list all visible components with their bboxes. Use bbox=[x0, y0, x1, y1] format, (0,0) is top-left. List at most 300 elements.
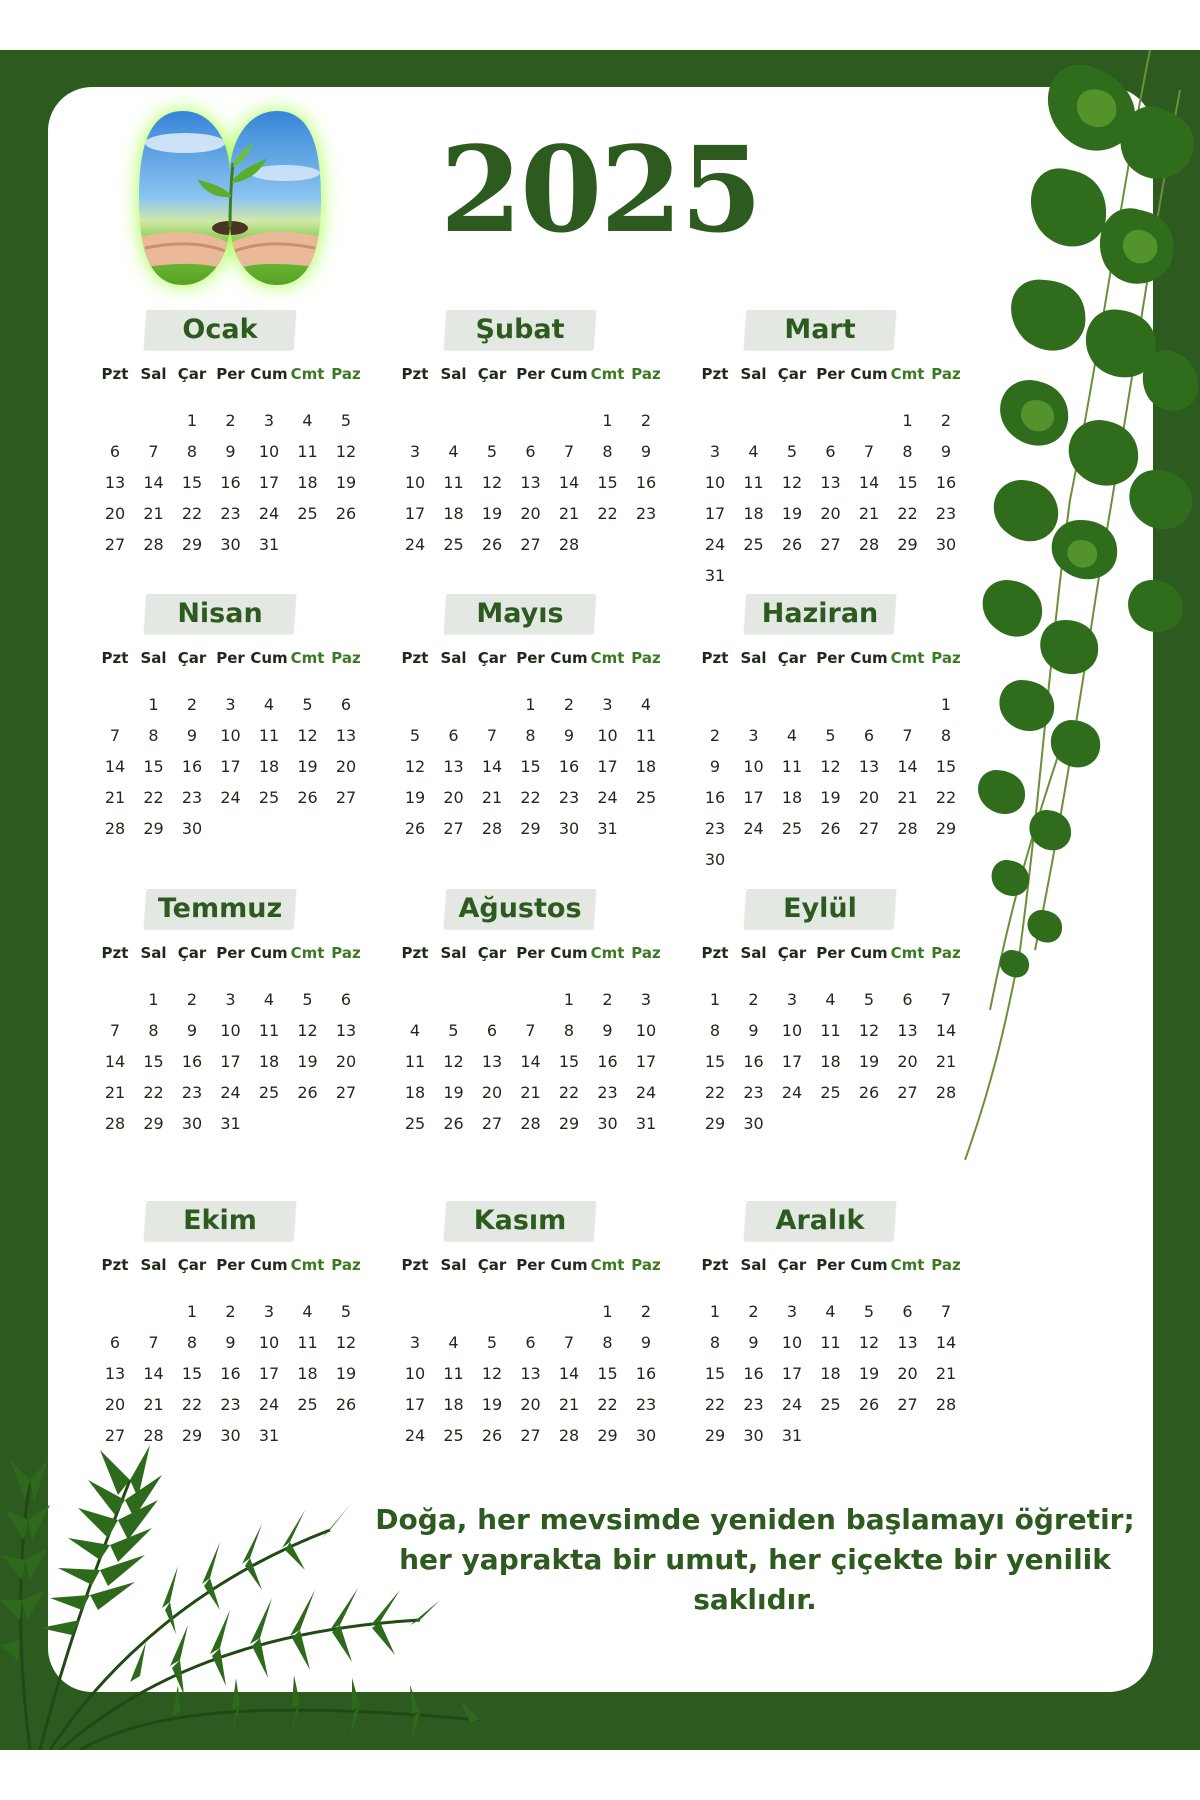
weekday-label: Cum bbox=[250, 365, 288, 383]
weekday-label: Cum bbox=[250, 1256, 288, 1274]
day-cell: 8 bbox=[525, 726, 536, 745]
day-cell: 12 bbox=[297, 1021, 318, 1040]
day-cell: 21 bbox=[481, 788, 503, 807]
month-name: Haziran bbox=[761, 598, 879, 629]
day-cell: 5 bbox=[340, 1302, 352, 1321]
day-cell: 22 bbox=[143, 1083, 164, 1102]
day-cell: 18 bbox=[781, 788, 803, 807]
day-cell: 28 bbox=[558, 535, 580, 554]
month-name: Ocak bbox=[182, 314, 258, 345]
weekday-label: Sal bbox=[740, 365, 767, 383]
day-cell: 30 bbox=[743, 1426, 764, 1445]
day-cell: 6 bbox=[448, 726, 459, 745]
day-cell: 25 bbox=[781, 819, 803, 838]
day-cell: 17 bbox=[781, 1364, 803, 1383]
weekday-label: Per bbox=[516, 649, 545, 667]
weekday-label: Sal bbox=[740, 944, 767, 962]
day-cell: 23 bbox=[635, 1395, 657, 1414]
day-cell: 27 bbox=[820, 535, 841, 554]
day-cell: 27 bbox=[520, 1426, 541, 1445]
day-cell: 28 bbox=[520, 1114, 541, 1133]
day-cell: 26 bbox=[858, 1083, 880, 1102]
day-cell: 31 bbox=[258, 535, 280, 554]
day-cell: 29 bbox=[597, 1426, 618, 1445]
day-cell: 1 bbox=[602, 1302, 613, 1321]
day-cell: 16 bbox=[220, 473, 241, 492]
day-cell: 25 bbox=[297, 504, 318, 523]
day-cell: 7 bbox=[940, 990, 952, 1009]
day-cell: 4 bbox=[786, 726, 798, 745]
weekday-label: Per bbox=[516, 365, 545, 383]
weekday-label: Paz bbox=[931, 1256, 961, 1274]
day-cell: 26 bbox=[481, 535, 503, 554]
day-cell: 23 bbox=[220, 504, 241, 523]
day-cell: 22 bbox=[704, 1395, 726, 1414]
day-cell: 15 bbox=[704, 1364, 726, 1383]
day-cell: 21 bbox=[935, 1052, 957, 1071]
day-cell: 6 bbox=[486, 1021, 498, 1040]
day-cell: 26 bbox=[781, 535, 803, 554]
day-cell: 16 bbox=[743, 1364, 764, 1383]
day-cell: 9 bbox=[748, 1333, 759, 1352]
day-cell: 7 bbox=[148, 442, 159, 461]
day-cell: 15 bbox=[897, 473, 918, 492]
day-cell: 30 bbox=[635, 1426, 657, 1445]
day-cell: 15 bbox=[597, 1364, 618, 1383]
weekday-label: Cum bbox=[850, 365, 888, 383]
weekday-label: Cum bbox=[550, 1256, 588, 1274]
day-cell: 11 bbox=[297, 1333, 318, 1352]
day-cell: 15 bbox=[935, 757, 957, 776]
weekday-label: Sal bbox=[440, 649, 467, 667]
day-cell: 28 bbox=[935, 1083, 957, 1102]
weekday-label: Cmt bbox=[290, 1256, 325, 1274]
weekday-label: Sal bbox=[140, 944, 167, 962]
day-cell: 20 bbox=[443, 788, 464, 807]
day-cell: 22 bbox=[704, 1083, 726, 1102]
day-cell: 7 bbox=[940, 1302, 952, 1321]
day-cell: 11 bbox=[743, 473, 764, 492]
day-cell: 2 bbox=[225, 411, 236, 430]
month-name: Ekim bbox=[183, 1205, 257, 1236]
day-cell: 31 bbox=[597, 819, 618, 838]
weekday-label: Cmt bbox=[290, 365, 325, 383]
day-cell: 24 bbox=[258, 1395, 280, 1414]
day-cell: 3 bbox=[748, 726, 759, 745]
weekday-label: Cmt bbox=[590, 649, 625, 667]
weekday-header bbox=[695, 943, 975, 963]
day-cell: 10 bbox=[781, 1021, 803, 1040]
day-cell: 2 bbox=[709, 726, 721, 745]
day-cell: 2 bbox=[640, 1302, 652, 1321]
day-cell: 10 bbox=[597, 726, 618, 745]
day-cell: 13 bbox=[104, 1364, 126, 1383]
day-cell: 27 bbox=[443, 819, 464, 838]
day-cell: 31 bbox=[704, 566, 726, 585]
day-cell: 18 bbox=[297, 1364, 318, 1383]
day-cell: 5 bbox=[486, 1333, 498, 1352]
day-cell: 25 bbox=[443, 1426, 464, 1445]
day-cell: 16 bbox=[935, 473, 957, 492]
weekday-label: Çar bbox=[477, 365, 507, 383]
day-cell: 23 bbox=[635, 504, 657, 523]
day-cell: 25 bbox=[258, 1083, 280, 1102]
month-block bbox=[95, 310, 395, 580]
day-cell: 2 bbox=[186, 695, 198, 714]
day-cell: 13 bbox=[858, 757, 880, 776]
day-cell: 14 bbox=[935, 1021, 957, 1040]
weekday-label: Cum bbox=[550, 944, 588, 962]
month-block bbox=[95, 889, 395, 1159]
day-cell: 27 bbox=[858, 819, 880, 838]
day-cell: 18 bbox=[297, 473, 318, 492]
weekday-header bbox=[395, 943, 675, 963]
day-cell: 8 bbox=[602, 442, 613, 461]
day-cell: 10 bbox=[220, 726, 241, 745]
day-cell: 4 bbox=[448, 1333, 459, 1352]
weekday-label: Pzt bbox=[101, 944, 129, 962]
day-cell: 21 bbox=[143, 1395, 164, 1414]
day-cell: 19 bbox=[335, 1364, 357, 1383]
day-cell: 14 bbox=[143, 473, 164, 492]
day-cell: 17 bbox=[258, 473, 280, 492]
weekday-label: Çar bbox=[177, 1256, 207, 1274]
day-cell: 8 bbox=[563, 1021, 575, 1040]
day-cell: 12 bbox=[443, 1052, 464, 1071]
day-cell: 3 bbox=[409, 1333, 421, 1352]
day-cell: 25 bbox=[404, 1114, 426, 1133]
weekday-label: Sal bbox=[740, 649, 767, 667]
day-cell: 16 bbox=[181, 1052, 203, 1071]
weekday-label: Sal bbox=[140, 1256, 167, 1274]
month-name: Mayıs bbox=[476, 598, 564, 629]
day-cell: 18 bbox=[258, 757, 280, 776]
day-cell: 6 bbox=[825, 442, 836, 461]
day-cell: 20 bbox=[481, 1083, 503, 1102]
day-cell: 15 bbox=[520, 757, 541, 776]
day-cell: 15 bbox=[143, 757, 164, 776]
weekday-label: Paz bbox=[931, 649, 961, 667]
day-cell: 1 bbox=[940, 695, 952, 714]
day-cell: 21 bbox=[897, 788, 918, 807]
weekday-label: Sal bbox=[440, 365, 467, 383]
day-cell: 25 bbox=[820, 1083, 841, 1102]
day-cell: 14 bbox=[935, 1333, 957, 1352]
weekday-label: Per bbox=[816, 944, 845, 962]
weekday-label: Per bbox=[816, 1256, 845, 1274]
day-cell: 4 bbox=[640, 695, 652, 714]
day-cell: 9 bbox=[186, 1021, 198, 1040]
day-cell: 10 bbox=[258, 1333, 280, 1352]
day-cell: 15 bbox=[181, 473, 203, 492]
day-cell: 8 bbox=[186, 1333, 198, 1352]
day-cell: 20 bbox=[897, 1364, 918, 1383]
day-cell: 21 bbox=[143, 504, 164, 523]
day-cell: 9 bbox=[640, 1333, 652, 1352]
day-cell: 3 bbox=[640, 990, 652, 1009]
day-cell: 4 bbox=[409, 1021, 421, 1040]
day-cell: 14 bbox=[481, 757, 503, 776]
weekday-header bbox=[95, 1255, 375, 1275]
weekday-label: Cmt bbox=[890, 1256, 925, 1274]
day-cell: 29 bbox=[181, 535, 203, 554]
day-cell: 23 bbox=[743, 1395, 764, 1414]
day-cell: 26 bbox=[335, 1395, 357, 1414]
day-cell: 26 bbox=[443, 1114, 464, 1133]
day-cell: 30 bbox=[220, 1426, 241, 1445]
weekday-header bbox=[95, 648, 375, 668]
day-cell: 9 bbox=[186, 726, 198, 745]
day-cell: 16 bbox=[635, 473, 657, 492]
day-cell: 22 bbox=[181, 504, 203, 523]
day-cell: 9 bbox=[225, 442, 236, 461]
day-cell: 16 bbox=[704, 788, 726, 807]
day-cell: 18 bbox=[743, 504, 764, 523]
day-cell: 10 bbox=[220, 1021, 241, 1040]
day-cell: 8 bbox=[709, 1021, 721, 1040]
day-cell: 11 bbox=[443, 473, 464, 492]
day-cell: 29 bbox=[704, 1426, 726, 1445]
day-cell: 12 bbox=[335, 442, 357, 461]
weekday-label: Sal bbox=[440, 944, 467, 962]
day-cell: 19 bbox=[297, 1052, 318, 1071]
day-cell: 10 bbox=[635, 1021, 657, 1040]
day-cell: 29 bbox=[897, 535, 918, 554]
day-cell: 3 bbox=[786, 1302, 798, 1321]
day-cell: 5 bbox=[825, 726, 836, 745]
day-cell: 18 bbox=[443, 504, 464, 523]
weekday-label: Cmt bbox=[290, 649, 325, 667]
day-cell: 28 bbox=[143, 1426, 164, 1445]
day-cell: 29 bbox=[143, 819, 164, 838]
day-cell: 4 bbox=[263, 990, 275, 1009]
day-cell: 8 bbox=[709, 1333, 721, 1352]
weekday-label: Sal bbox=[140, 649, 167, 667]
day-cell: 8 bbox=[602, 1333, 613, 1352]
weekday-label: Pzt bbox=[101, 365, 129, 383]
weekday-label: Pzt bbox=[701, 944, 729, 962]
day-cell: 25 bbox=[443, 535, 464, 554]
day-cell: 2 bbox=[748, 990, 759, 1009]
weekday-label: Cum bbox=[850, 649, 888, 667]
month-name: Mart bbox=[784, 314, 856, 345]
day-cell: 1 bbox=[709, 990, 721, 1009]
day-cell: 28 bbox=[558, 1426, 580, 1445]
day-cell: 3 bbox=[409, 442, 421, 461]
day-cell: 4 bbox=[302, 411, 313, 430]
weekday-label: Cum bbox=[850, 1256, 888, 1274]
day-cell: 10 bbox=[704, 473, 726, 492]
day-cell: 11 bbox=[635, 726, 657, 745]
day-cell: 19 bbox=[443, 1083, 464, 1102]
day-cell: 18 bbox=[258, 1052, 280, 1071]
day-cell: 22 bbox=[181, 1395, 203, 1414]
day-cell: 8 bbox=[148, 1021, 159, 1040]
day-cell: 14 bbox=[104, 1052, 126, 1071]
weekday-label: Cum bbox=[550, 365, 588, 383]
day-cell: 28 bbox=[104, 819, 126, 838]
day-cell: 13 bbox=[520, 473, 541, 492]
quote-line-2: her yaprakta bir umut, her çiçekte bir yenilik saklıdır. bbox=[399, 1543, 1111, 1616]
day-cell: 29 bbox=[143, 1114, 164, 1133]
day-cell: 14 bbox=[143, 1364, 164, 1383]
weekday-label: Çar bbox=[777, 944, 807, 962]
weekday-label: Pzt bbox=[401, 1256, 429, 1274]
day-cell: 23 bbox=[181, 788, 203, 807]
day-cell: 14 bbox=[558, 473, 580, 492]
month-name: Eylül bbox=[783, 893, 857, 924]
weekday-label: Çar bbox=[477, 649, 507, 667]
day-cell: 2 bbox=[602, 990, 613, 1009]
day-cell: 7 bbox=[109, 726, 121, 745]
day-cell: 5 bbox=[302, 990, 313, 1009]
weekday-label: Paz bbox=[931, 365, 961, 383]
day-cell: 15 bbox=[143, 1052, 164, 1071]
day-cell: 9 bbox=[748, 1021, 759, 1040]
day-cell: 10 bbox=[743, 757, 764, 776]
day-cell: 19 bbox=[781, 504, 803, 523]
day-cell: 15 bbox=[597, 473, 618, 492]
day-cell: 12 bbox=[481, 1364, 503, 1383]
day-cell: 10 bbox=[258, 442, 280, 461]
day-cell: 1 bbox=[186, 411, 198, 430]
day-cell: 9 bbox=[563, 726, 575, 745]
day-cell: 29 bbox=[558, 1114, 580, 1133]
weekday-label: Paz bbox=[631, 944, 661, 962]
day-cell: 19 bbox=[335, 473, 357, 492]
day-cell: 5 bbox=[786, 442, 798, 461]
day-cell: 6 bbox=[902, 1302, 913, 1321]
weekday-label: Cmt bbox=[890, 365, 925, 383]
month-name: Şubat bbox=[475, 314, 565, 345]
day-cell: 20 bbox=[520, 504, 541, 523]
month-block bbox=[95, 594, 395, 864]
day-cell: 27 bbox=[897, 1395, 918, 1414]
day-cell: 30 bbox=[558, 819, 580, 838]
day-cell: 11 bbox=[404, 1052, 426, 1071]
day-cell: 8 bbox=[902, 442, 913, 461]
weekday-label: Paz bbox=[331, 944, 361, 962]
day-cell: 11 bbox=[258, 1021, 280, 1040]
day-cell: 23 bbox=[558, 788, 580, 807]
weekday-header bbox=[95, 364, 375, 384]
day-cell: 18 bbox=[820, 1364, 841, 1383]
day-cell: 8 bbox=[148, 726, 159, 745]
day-cell: 17 bbox=[635, 1052, 657, 1071]
day-cell: 4 bbox=[263, 695, 275, 714]
day-cell: 22 bbox=[597, 504, 618, 523]
weekday-header bbox=[695, 1255, 975, 1275]
day-cell: 23 bbox=[935, 504, 957, 523]
day-cell: 6 bbox=[340, 695, 352, 714]
day-cell: 20 bbox=[104, 1395, 126, 1414]
day-cell: 2 bbox=[186, 990, 198, 1009]
day-cell: 2 bbox=[748, 1302, 759, 1321]
day-cell: 14 bbox=[897, 757, 918, 776]
day-cell: 14 bbox=[104, 757, 126, 776]
day-cell: 21 bbox=[935, 1364, 957, 1383]
weekday-header bbox=[695, 364, 975, 384]
day-cell: 6 bbox=[109, 442, 121, 461]
day-cell: 25 bbox=[297, 1395, 318, 1414]
day-cell: 11 bbox=[820, 1333, 841, 1352]
day-cell: 6 bbox=[109, 1333, 121, 1352]
day-cell: 17 bbox=[220, 757, 241, 776]
month-block bbox=[395, 310, 695, 580]
day-cell: 8 bbox=[186, 442, 198, 461]
weekday-label: Pzt bbox=[101, 649, 129, 667]
weekday-label: Cmt bbox=[890, 649, 925, 667]
day-cell: 22 bbox=[597, 1395, 618, 1414]
weekday-label: Cmt bbox=[590, 365, 625, 383]
day-cell: 27 bbox=[897, 1083, 918, 1102]
day-cell: 26 bbox=[481, 1426, 503, 1445]
day-cell: 6 bbox=[902, 990, 913, 1009]
day-cell: 18 bbox=[404, 1083, 426, 1102]
day-cell: 13 bbox=[104, 473, 126, 492]
day-cell: 19 bbox=[297, 757, 318, 776]
weekday-header bbox=[95, 943, 375, 963]
weekday-label: Cmt bbox=[290, 944, 325, 962]
day-cell: 12 bbox=[858, 1021, 880, 1040]
day-cell: 26 bbox=[335, 504, 357, 523]
month-name: Kasım bbox=[473, 1205, 567, 1236]
day-cell: 24 bbox=[404, 1426, 426, 1445]
day-cell: 21 bbox=[858, 504, 880, 523]
day-cell: 4 bbox=[825, 1302, 836, 1321]
day-cell: 1 bbox=[709, 1302, 721, 1321]
weekday-label: Çar bbox=[177, 649, 207, 667]
day-cell: 9 bbox=[640, 442, 652, 461]
weekday-label: Sal bbox=[740, 1256, 767, 1274]
day-cell: 6 bbox=[863, 726, 875, 745]
day-cell: 22 bbox=[558, 1083, 580, 1102]
day-cell: 5 bbox=[448, 1021, 459, 1040]
year-title: 2025 bbox=[440, 120, 761, 259]
day-cell: 17 bbox=[781, 1052, 803, 1071]
day-cell: 25 bbox=[743, 535, 764, 554]
day-cell: 21 bbox=[558, 504, 580, 523]
day-cell: 13 bbox=[897, 1333, 918, 1352]
day-cell: 31 bbox=[781, 1426, 803, 1445]
day-cell: 21 bbox=[104, 788, 126, 807]
seedling-in-hands-icon bbox=[135, 103, 325, 293]
day-cell: 12 bbox=[858, 1333, 880, 1352]
day-cell: 31 bbox=[258, 1426, 280, 1445]
weekday-label: Cum bbox=[250, 944, 288, 962]
day-cell: 11 bbox=[443, 1364, 464, 1383]
weekday-label: Cum bbox=[550, 649, 588, 667]
day-cell: 19 bbox=[404, 788, 426, 807]
day-cell: 6 bbox=[525, 1333, 536, 1352]
day-cell: 6 bbox=[525, 442, 536, 461]
day-cell: 7 bbox=[863, 442, 875, 461]
day-cell: 27 bbox=[335, 788, 357, 807]
day-cell: 12 bbox=[297, 726, 318, 745]
day-cell: 28 bbox=[143, 535, 164, 554]
day-cell: 24 bbox=[704, 535, 726, 554]
weekday-label: Pzt bbox=[701, 365, 729, 383]
weekday-label: Paz bbox=[331, 365, 361, 383]
day-cell: 12 bbox=[481, 473, 503, 492]
day-cell: 24 bbox=[781, 1395, 803, 1414]
weekday-label: Cmt bbox=[590, 1256, 625, 1274]
day-cell: 17 bbox=[220, 1052, 241, 1071]
day-cell: 19 bbox=[820, 788, 841, 807]
day-cell: 17 bbox=[743, 788, 764, 807]
day-cell: 4 bbox=[825, 990, 836, 1009]
day-cell: 10 bbox=[404, 473, 426, 492]
